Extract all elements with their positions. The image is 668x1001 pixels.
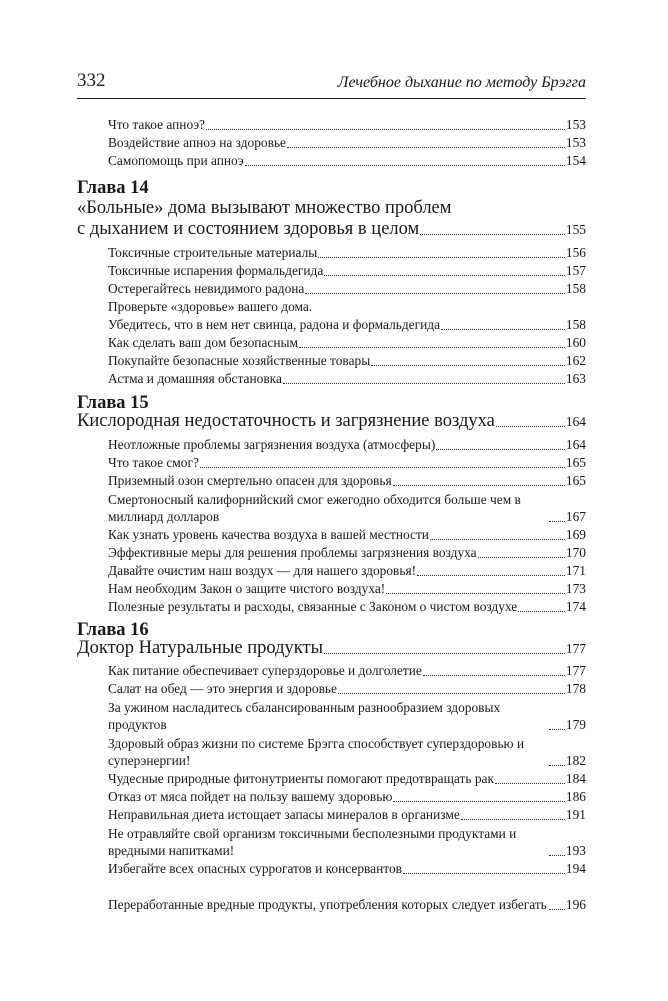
toc-page-number: 170 xyxy=(565,545,586,561)
toc-entry-title: Неправильная диета истощает запасы минералов в организме xyxy=(108,807,460,823)
toc-page-number: 173 xyxy=(565,581,586,597)
dot-leader xyxy=(549,728,565,730)
toc-entry[interactable] xyxy=(108,734,586,770)
toc-page-number: 182 xyxy=(565,753,586,769)
dot-leader xyxy=(518,610,565,612)
toc-page-number: 162 xyxy=(565,353,586,369)
toc-entry[interactable] xyxy=(108,244,586,262)
dot-leader xyxy=(403,872,565,874)
dot-leader xyxy=(420,233,565,235)
toc-entry-title: Давайте очистим наш воздух — для нашего здоровья! xyxy=(108,563,417,579)
toc-entry-title: Астма и домашняя обстановка xyxy=(108,371,282,387)
toc-entry-title: Здоровый образ жизни по системе Брэгга способствует суперздоровью и суперэнергии! xyxy=(108,735,525,769)
toc-entry[interactable] xyxy=(108,280,586,298)
dot-leader xyxy=(441,328,565,330)
dot-leader xyxy=(371,364,565,366)
toc-entry-title: Доктор Натуральные продукты xyxy=(77,638,324,658)
toc-entry[interactable] xyxy=(108,152,586,170)
toc-entry[interactable] xyxy=(108,698,586,734)
toc-entry[interactable] xyxy=(108,860,586,878)
toc-page-number: 167 xyxy=(565,509,586,525)
book-title: Лечебное дыхание по методу Брэгга xyxy=(337,74,586,91)
toc-entry-title: Чудесные природные фитонутриенты помогают предотвращать рак xyxy=(108,771,494,787)
chapter-label: Глава 14 xyxy=(77,178,149,198)
chapter-page-number: 164 xyxy=(565,414,586,429)
dot-leader xyxy=(393,484,565,486)
chapter-label: Глава 16 xyxy=(77,620,149,640)
toc-entry-title: Воздействие апноэ на здоровье xyxy=(108,135,287,151)
toc-entry-title: Избегайте всех опасных суррогатов и консервантов xyxy=(108,861,402,877)
dot-leader xyxy=(283,382,565,384)
dot-leader xyxy=(386,592,565,594)
chapter-title[interactable] xyxy=(77,638,586,659)
toc-page-number: 196 xyxy=(565,897,586,913)
toc-entry[interactable] xyxy=(108,472,586,490)
dot-leader xyxy=(495,782,565,784)
toc-entry[interactable] xyxy=(108,806,586,824)
toc-entry-title: Самопомощь при апноэ xyxy=(108,153,244,169)
toc-entry-title: Что такое смог? xyxy=(108,455,199,471)
toc-entry[interactable] xyxy=(108,454,586,472)
chapter-page-number: 177 xyxy=(565,641,586,656)
toc-entry[interactable] xyxy=(108,526,586,544)
toc-page-number: 191 xyxy=(565,807,586,823)
toc-page-number: 169 xyxy=(565,527,586,543)
dot-leader xyxy=(549,764,565,766)
toc-page-number: 158 xyxy=(565,317,586,333)
toc-entry-title: Остерегайтесь невидимого радона xyxy=(108,281,305,297)
page-number: 332 xyxy=(77,70,106,91)
toc-page-number: 186 xyxy=(565,789,586,805)
toc-page-number: 158 xyxy=(565,281,586,297)
dot-leader xyxy=(549,908,565,910)
toc-entry-title: Как сделать ваш дом безопасным xyxy=(108,335,298,351)
toc-page-number: 194 xyxy=(565,861,586,877)
toc-entry[interactable] xyxy=(108,878,586,914)
toc-entry-title: Эффективные меры для решения проблемы загрязнения воздуха xyxy=(108,545,477,561)
toc-entry-title: Токсичные испарения формальдегида xyxy=(108,263,324,279)
toc-entry[interactable] xyxy=(108,824,586,860)
dot-leader xyxy=(430,538,565,540)
toc-entry[interactable] xyxy=(108,352,586,370)
toc-entry-title: Неотложные проблемы загрязнения воздуха (атмосферы) xyxy=(108,437,436,453)
toc-entry-title: Полезные результаты и расходы, связанные с Законом о чистом воздухе xyxy=(108,599,518,615)
toc-entry[interactable] xyxy=(108,662,586,680)
toc-page-number: 174 xyxy=(565,599,586,615)
dot-leader xyxy=(549,854,565,856)
toc-page-number: 171 xyxy=(565,563,586,579)
dot-leader xyxy=(338,692,565,694)
toc-entry-title: Убедитесь, что в нем нет свинца, радона и формальдегида xyxy=(108,317,441,333)
toc-entry[interactable] xyxy=(108,116,586,134)
toc-page-number: 157 xyxy=(565,263,586,279)
toc-page-number: 156 xyxy=(565,245,586,261)
toc-entry[interactable] xyxy=(108,580,586,598)
dot-leader xyxy=(436,448,565,450)
toc-entry-title: Салат на обед — это энергия и здоровье xyxy=(108,681,337,697)
toc-entry[interactable] xyxy=(108,680,586,698)
dot-leader xyxy=(299,346,565,348)
toc-entry[interactable] xyxy=(108,334,586,352)
toc-page-number: 179 xyxy=(565,717,586,733)
toc-entry-title: Покупайте безопасные хозяйственные товары xyxy=(108,353,371,369)
dot-leader xyxy=(549,520,565,522)
chapter-title[interactable] xyxy=(77,411,586,432)
chapter-title[interactable] xyxy=(77,198,586,219)
dot-leader xyxy=(305,292,565,294)
toc-entry-title: Нам необходим Закон о защите чистого воздуха! xyxy=(108,581,386,597)
toc-entry[interactable] xyxy=(108,298,586,316)
dot-leader xyxy=(245,164,565,166)
toc-page-number: 154 xyxy=(565,153,586,169)
chapter-title-cont[interactable] xyxy=(77,219,586,240)
toc-entry-title: с дыханием и состоянием здоровья в целом xyxy=(77,219,420,239)
toc-entry-title: Не отравляйте свой организм токсичными бесполезными продуктами и вредными напитками! xyxy=(108,825,517,859)
toc-page-number: 177 xyxy=(565,663,586,679)
toc-entry[interactable] xyxy=(108,788,586,806)
toc-page-number: 165 xyxy=(565,455,586,471)
toc-entry[interactable] xyxy=(108,490,586,526)
dot-leader xyxy=(318,256,565,258)
toc-entry[interactable] xyxy=(108,370,586,388)
toc-entry[interactable] xyxy=(108,316,586,334)
running-header xyxy=(77,68,586,99)
toc-entry-title: Как узнать уровень качества воздуха в вашей местности xyxy=(108,527,429,543)
toc-entry-title: Отказ от мяса пойдет на пользу вашему здоровью xyxy=(108,789,393,805)
dot-leader xyxy=(478,556,565,558)
toc-entry-title: Переработанные вредные продукты, употребления которых следует избегать xyxy=(108,897,547,913)
toc-entry-title: Смертоносный калифорнийский смог ежегодно обходится больше чем в миллиард долларов xyxy=(108,491,521,525)
toc-entry-title: Кислородная недостаточность и загрязнение воздуха xyxy=(77,411,495,431)
dot-leader xyxy=(417,574,565,576)
toc-entry-title: Проверьте «здоровье» вашего дома. xyxy=(108,299,313,315)
toc-entry[interactable] xyxy=(108,436,586,454)
dot-leader xyxy=(423,674,565,676)
dot-leader xyxy=(461,818,565,820)
toc-entry-title: Приземный озон смертельно опасен для здоровья xyxy=(108,473,392,489)
toc-page-number: 153 xyxy=(565,135,586,151)
toc-entry[interactable] xyxy=(108,134,586,152)
toc-page-number: 153 xyxy=(565,117,586,133)
dot-leader xyxy=(324,274,565,276)
toc-entry[interactable] xyxy=(108,262,586,280)
toc-page-number: 164 xyxy=(565,437,586,453)
chapter-label: Глава 15 xyxy=(77,393,149,413)
toc-page-number: 178 xyxy=(565,681,586,697)
dot-leader xyxy=(496,425,565,427)
dot-leader xyxy=(287,146,565,148)
toc-entry[interactable] xyxy=(108,598,586,616)
toc-page-number: 193 xyxy=(565,843,586,859)
dot-leader xyxy=(393,800,565,802)
toc-entry[interactable] xyxy=(108,770,586,788)
toc-page-number: 165 xyxy=(565,473,586,489)
toc-entry-title: «Больные» дома вызывают множество проблем xyxy=(77,198,452,218)
toc-entry-title: Что такое апноэ? xyxy=(108,117,206,133)
dot-leader xyxy=(324,652,565,654)
toc-entry-title: Токсичные строительные материалы xyxy=(108,245,318,261)
toc-entry[interactable] xyxy=(108,562,586,580)
dot-leader xyxy=(200,466,565,468)
toc-page-number: 160 xyxy=(565,335,586,351)
chapter-page-number: 155 xyxy=(565,222,586,237)
toc-entry-title: Как питание обеспечивает суперздоровье и долголетие xyxy=(108,663,422,679)
dot-leader xyxy=(206,128,565,130)
toc-entry[interactable] xyxy=(108,544,586,562)
toc-page-number: 184 xyxy=(565,771,586,787)
toc-entry-title: За ужином насладитесь сбалансированным разнообразием здоровых продуктов xyxy=(108,699,501,733)
toc-page-number: 163 xyxy=(565,371,586,387)
